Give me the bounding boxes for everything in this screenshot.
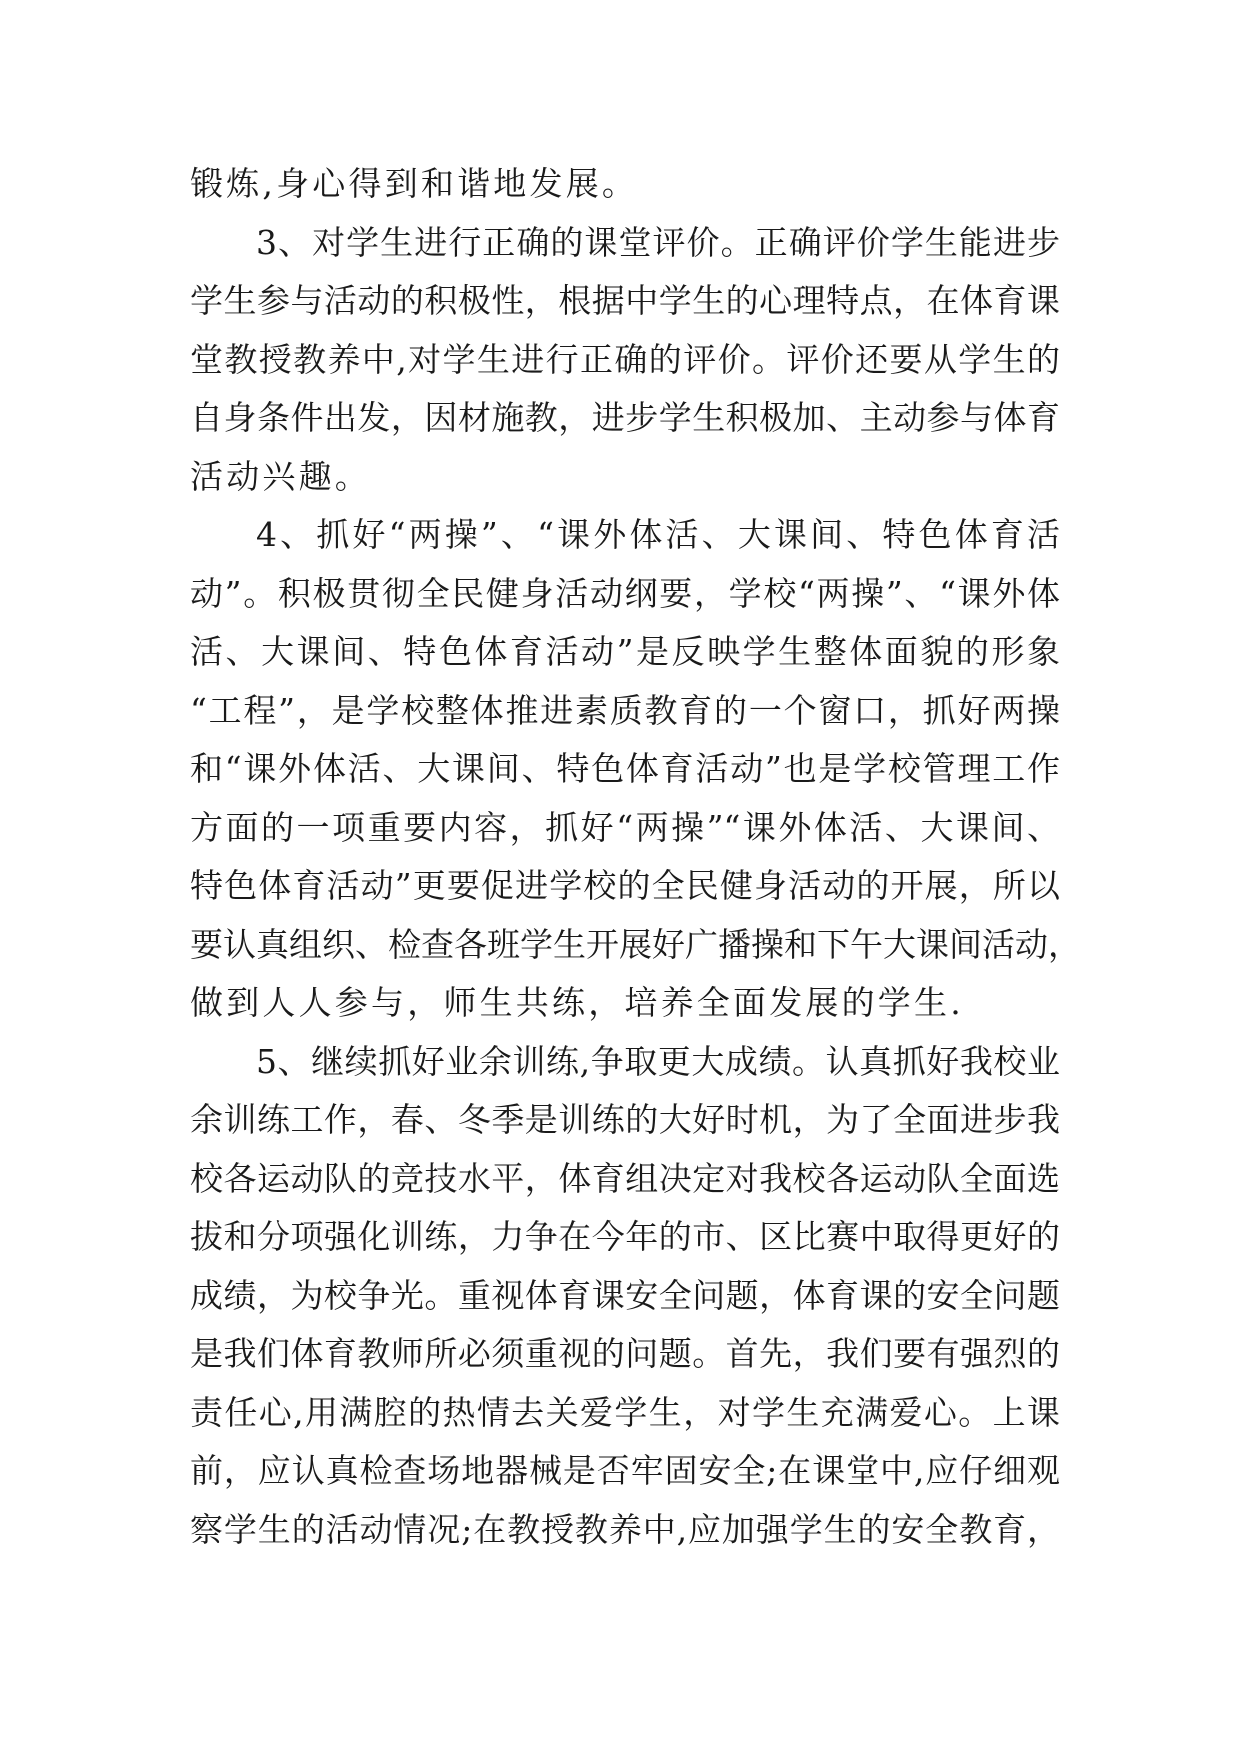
text-line-10: “工程”，是学校整体推进素质教育的一个窗口，抓好两操 — [190, 690, 1060, 730]
text-line-13: 特色体育活动”更要促进学校的全民健身活动的开展，所以 — [190, 866, 1060, 905]
text-line-1: 锻炼,身心得到和谐地发展。 — [190, 164, 639, 203]
text-line-5: 自身条件出发，因材施教，进步学生积极加、主动参与体育 — [190, 398, 1060, 437]
text-line-21: 是我们体育教师所必须重视的问题。首先，我们要有强烈的 — [190, 1334, 1060, 1373]
text-line-12: 方面的一项重要内容，抓好“两操”“课外体活、大课间、 — [190, 807, 1060, 847]
text-line-17: 余训练工作，春、冬季是训练的大好时机，为了全面进步我 — [190, 1100, 1060, 1139]
text-line-3: 学生参与活动的积极性，根据中学生的心理特点，在体育课 — [190, 281, 1060, 320]
text-line-9: 活、大课间、特色体育活动”是反映学生整体面貌的形象 — [190, 632, 1060, 671]
text-line-8: 动”。积极贯彻全民健身活动纲要，学校“两操”、“课外体 — [190, 573, 1060, 613]
body-text — [190, 155, 1081, 1559]
text-line-19: 拔和分项强化训练，力争在今年的市、区比赛中取得更好的 — [190, 1217, 1060, 1256]
text-line-22: 责任心,用满腔的热情去关爱学生，对学生充满爱心。上课 — [190, 1392, 1060, 1432]
text-line-16: 5、继续抓好业余训练,争取更大成绩。认真抓好我校业 — [256, 1041, 1060, 1081]
text-line-18: 校各运动队的竞技水平，体育组决定对我校各运动队全面选 — [190, 1158, 1060, 1198]
text-line-6: 活动兴趣。 — [190, 456, 371, 496]
text-line-20: 成绩，为校争光。重视体育课安全问题，体育课的安全问题 — [190, 1275, 1060, 1315]
text-line-14: 要认真组织、检查各班学生开展好广播操和下午大课间活动， — [190, 924, 1081, 964]
text-line-2: 3、对学生进行正确的课堂评价。正确评价学生能进步 — [256, 222, 1060, 262]
text-line-11: 和“课外体活、大课间、特色体育活动”也是学校管理工作 — [190, 749, 1060, 788]
text-line-15: 做到人人参与，师生共练，培养全面发展的学生. — [190, 983, 964, 1022]
text-line-4: 堂教授教养中,对学生进行正确的评价。评价还要从学生的 — [190, 339, 1060, 379]
text-line-23: 前，应认真检查场地器械是否牢固安全;在课堂中,应仔细观 — [190, 1451, 1060, 1490]
text-line-7: 4、抓好“两操”、“课外体活、大课间、特色体育活 — [256, 515, 1060, 554]
text-line-24: 察学生的活动情况;在教授教养中,应加强学生的安全教育， — [190, 1509, 1060, 1549]
